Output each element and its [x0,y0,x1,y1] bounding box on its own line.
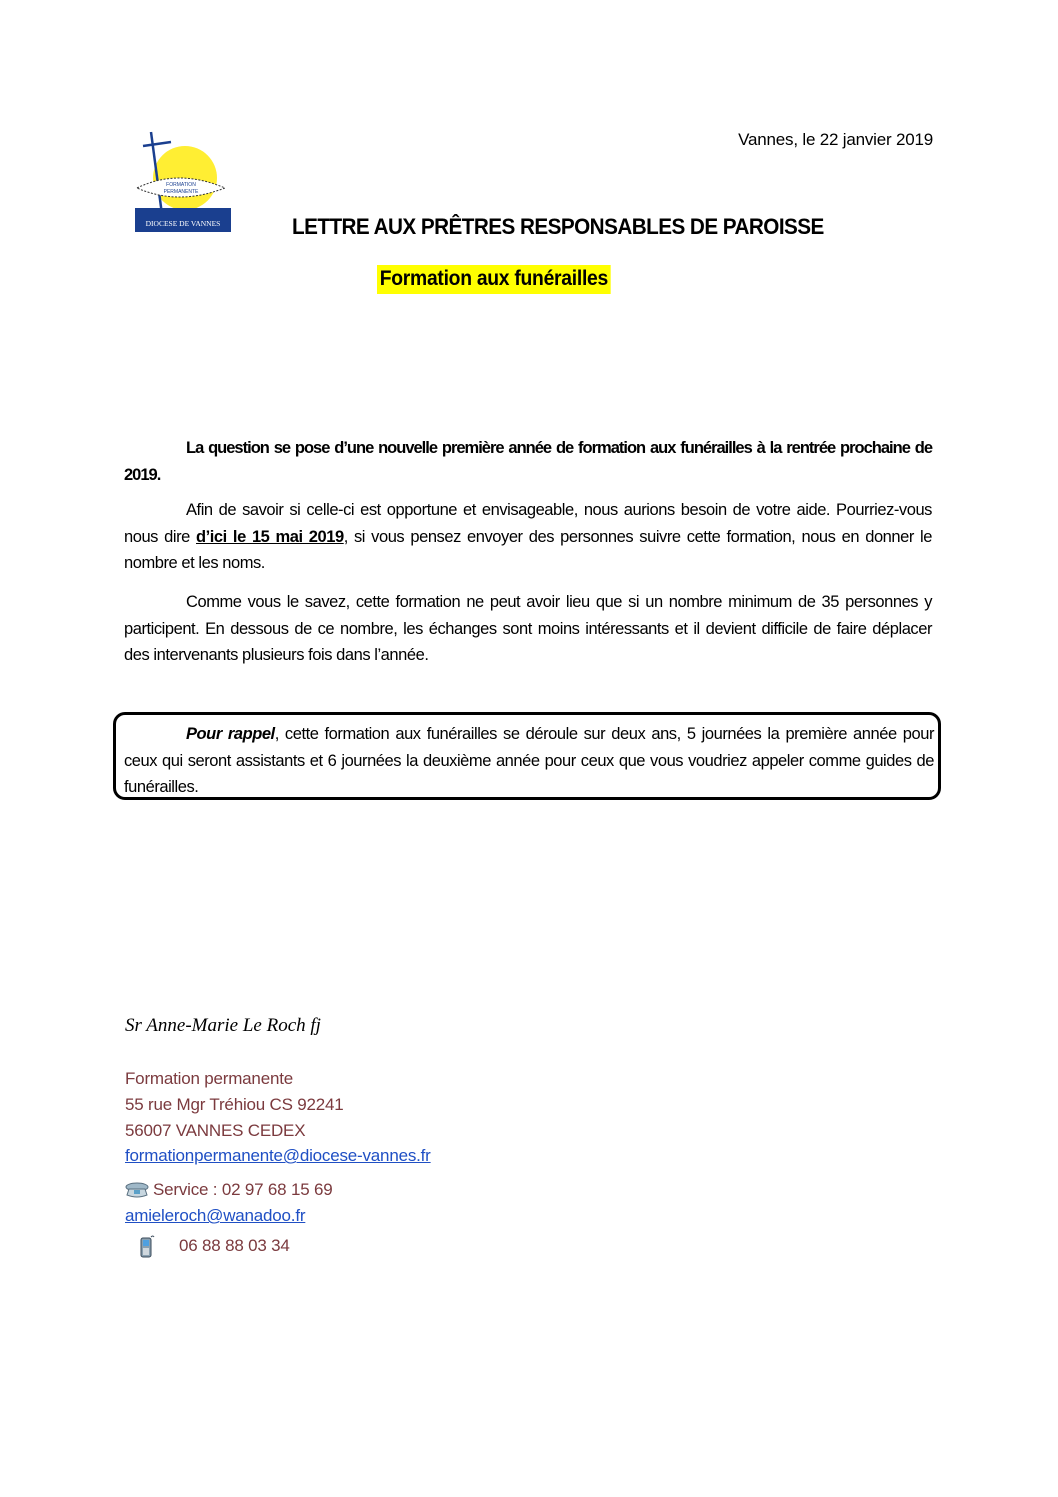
mobile-phone-icon [137,1234,155,1258]
letter-subtitle: Formation aux funérailles [377,265,611,294]
contact-mobile-phone [125,1234,290,1258]
paragraph-question-text: La question se pose d’une nouvelle première année de formation aux funérailles à la rentrée prochaine de 2019. [124,439,932,484]
paragraph-question [124,435,932,488]
reminder-label: Pour rappel [186,725,275,743]
reminder-text: , cette formation aux funérailles se déroule sur deux ans, 5 journées la première année pour ceux qui seront assistants et 6 journées la deuxième année pour ceux que vous voudriez appeler comme guides de funérailles. [124,725,934,796]
contact-service-phone [125,1180,333,1200]
telephone-icon [125,1181,149,1199]
contact-address-line2: 56007 VANNES CEDEX [125,1121,306,1140]
reminder-paragraph [124,721,934,801]
svg-text:FORMATION: FORMATION [166,182,196,188]
letter-title: LETTRE AUX PRÊTRES RESPONSABLES DE PAROISSE [292,214,824,239]
paragraph-request-before: Afin de savoir si celle-ci est opportune et envisageable, nous aurions besoin de votre aide. Pourriez-vous nous dire [124,501,932,546]
svg-text:PERMANENTE: PERMANENTE [163,189,199,195]
mobile-phone-text: 06 88 88 03 34 [179,1236,290,1255]
email-link-personal[interactable]: amieleroch@wanadoo.fr [125,1206,306,1225]
letter-date: Vannes, le 22 janvier 2019 [738,130,933,149]
paragraph-request [124,497,932,577]
contact-department: Formation permanente [125,1069,293,1088]
paragraph-request-after: , si vous pensez envoyer des personnes suivre cette formation, nous en donner le nombre et les noms. [124,527,932,572]
paragraph-minimum-text: Comme vous le savez, cette formation ne peut avoir lieu que si un nombre minimum de 35 personnes y participent. En dessous de ce nombre, les échanges sont moins intéressants et il devient difficile de faire déplacer des intervenants plusieurs fois dans l’année. [124,593,932,664]
diocese-logo [133,130,233,232]
paragraph-minimum [124,589,932,669]
deadline-date: d’ici le 15 mai 2019 [196,527,344,546]
email-link-formation[interactable]: formationpermanente@diocese-vannes.fr [125,1146,431,1165]
contact-address-line1: 55 rue Mgr Tréhiou CS 92241 [125,1095,344,1114]
logo-banner-text: DIOCESE DE VANNES [145,219,221,228]
signature: Sr Anne-Marie Le Roch fj [125,1015,321,1036]
diocese-logo-icon [133,130,233,232]
service-phone-text: Service : 02 97 68 15 69 [153,1180,333,1199]
